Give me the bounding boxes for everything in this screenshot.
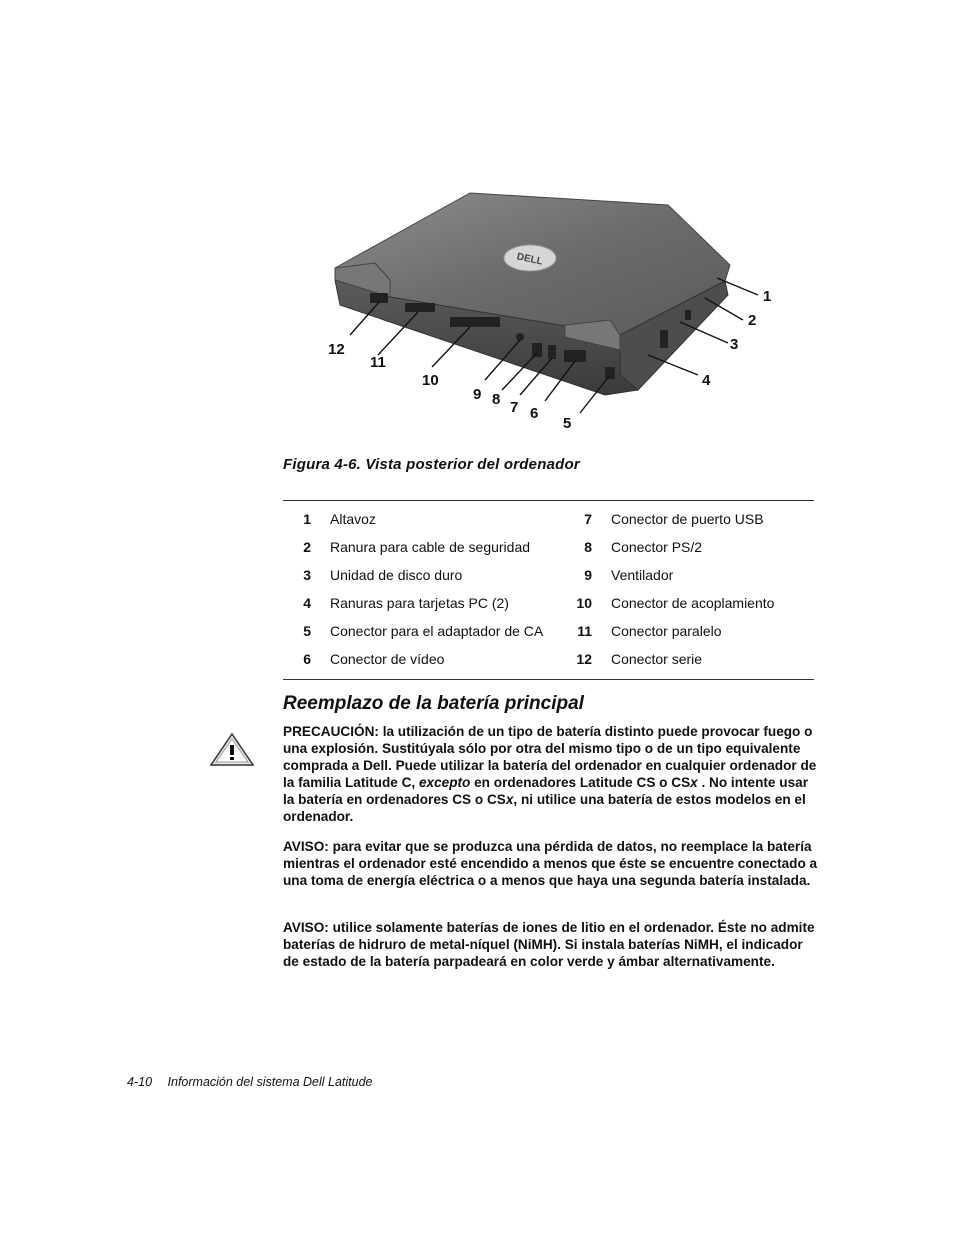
legend-number: 9 <box>584 567 592 583</box>
fan <box>516 333 524 341</box>
legend-row <box>283 589 814 617</box>
caution-icon <box>209 732 255 768</box>
legend-label: Conector de acoplamiento <box>611 595 775 611</box>
legend-label: Conector para el adaptador de CA <box>330 623 544 639</box>
page-number: 4-10 <box>127 1075 153 1089</box>
callout-1: 1 <box>763 288 772 305</box>
legend-number: 10 <box>576 595 592 611</box>
callout-10: 10 <box>422 372 439 389</box>
dell-logo-text: DELL <box>515 251 544 268</box>
legend-label: Conector de vídeo <box>330 651 445 667</box>
legend-number: 8 <box>584 539 592 555</box>
callout-2: 2 <box>748 312 757 329</box>
legend-number: 3 <box>303 567 311 583</box>
legend-label: Ranuras para tarjetas PC (2) <box>330 595 509 611</box>
callout-12: 12 <box>328 341 345 358</box>
section-title: Reemplazo de la batería principal <box>283 693 584 714</box>
legend-number: 1 <box>303 511 311 527</box>
callout-8: 8 <box>492 391 501 408</box>
legend-number: 6 <box>303 651 311 667</box>
legend-number: 2 <box>303 539 311 555</box>
callout-7: 7 <box>510 399 519 416</box>
ac-port <box>605 367 615 379</box>
legend-label: Ranura para cable de seguridad <box>330 539 531 555</box>
callout-11: 11 <box>370 354 386 371</box>
page-footer <box>127 1075 372 1089</box>
callout-6: 6 <box>530 405 539 422</box>
callout-4: 4 <box>702 372 711 389</box>
figure-caption: Figura 4-6. Vista posterior del ordenador <box>283 456 580 473</box>
parallel-port <box>405 303 435 312</box>
caution-paragraph: PRECAUCIÓN: la utilización de un tipo de batería distinto puede provocar fuego o una explosión. Sustitúyala sólo por otra del mismo tipo o de un tipo equivalente comprada a Dell. Puede utilizar la batería del ordenador en cualquier ordenador de la familia Latitude C, excepto en ordenadores Latitude CS o CSx . No intente usar la batería en ordenadores CS o CSx, ni utilice una batería de estos modelos en el ordenador. <box>283 724 817 824</box>
legend-label: Conector PS/2 <box>611 539 703 555</box>
laptop-rear-view-figure <box>320 185 790 435</box>
callout-9: 9 <box>473 386 482 403</box>
notice-paragraph-battery-type: AVISO: utilice solamente baterías de iones de litio en el ordenador. Éste no admite baterías de hidruro de metal-níquel (NiMH). Si instala baterías NiMH, el indicador de estado de la batería parpadeará en color verde y ámbar alternativamente. <box>283 920 815 969</box>
legend-number: 7 <box>584 511 592 527</box>
legend-row <box>283 617 814 645</box>
legend-number: 11 <box>577 623 592 639</box>
legend-row <box>283 645 814 673</box>
legend-row <box>283 561 814 589</box>
docking-port <box>450 317 500 327</box>
legend-number: 12 <box>576 651 592 667</box>
legend-label: Unidad de disco duro <box>330 567 463 583</box>
legend-row <box>283 533 814 561</box>
footer-title: Información del sistema Dell Latitude <box>167 1075 373 1089</box>
hdd <box>685 310 691 320</box>
notice-paragraph-data-loss: AVISO: para evitar que se produzca una pérdida de datos, no reemplace la batería mientras el ordenador esté encendido a menos que éste se encuentre conectado a una toma de energía eléctrica o a menos que haya una segunda batería instalada. <box>283 839 818 888</box>
legend-label: Conector de puerto USB <box>611 511 764 527</box>
legend-label: Conector serie <box>611 651 703 667</box>
legend-number: 5 <box>303 623 311 639</box>
video-port <box>564 350 586 362</box>
legend-label: Altavoz <box>330 511 376 527</box>
usb-port <box>548 345 556 359</box>
legend-row <box>283 505 814 533</box>
legend-number: 4 <box>303 595 311 611</box>
legend-label: Ventilador <box>611 567 674 583</box>
callout-3: 3 <box>730 336 739 353</box>
figure-legend-table <box>283 500 814 680</box>
legend-label: Conector paralelo <box>611 623 722 639</box>
ps2-port <box>532 343 542 357</box>
pc-card-slots <box>660 330 668 348</box>
callout-5: 5 <box>563 415 572 432</box>
